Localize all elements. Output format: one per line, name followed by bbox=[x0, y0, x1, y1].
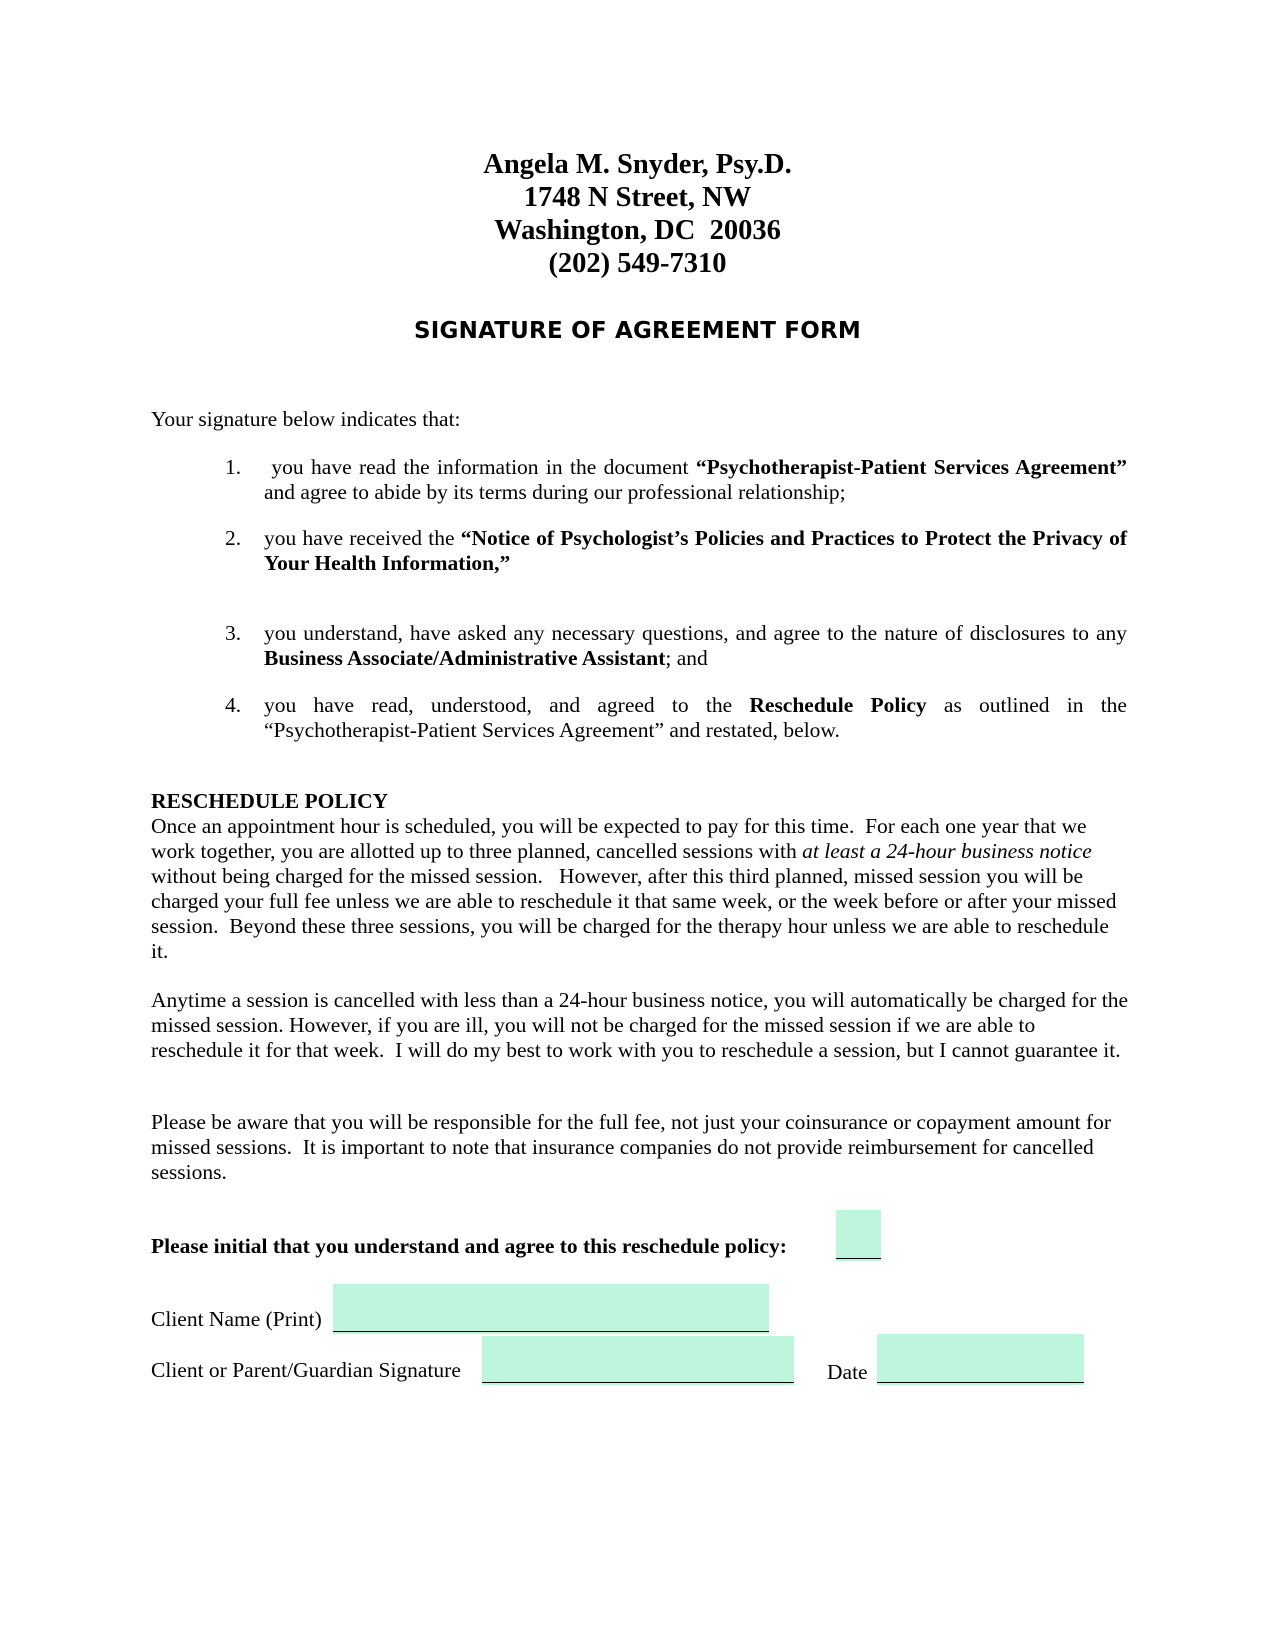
agreement-item bbox=[225, 693, 1127, 743]
item-text: you have read, understood, and agreed to the Reschedule Policy as outlined in the “Psychotherapist-Patient Services Agreement” and restated, below. bbox=[264, 693, 1127, 742]
initial-input[interactable] bbox=[836, 1210, 881, 1261]
date-label: Date bbox=[827, 1360, 868, 1384]
client-name-label: Client Name (Print) bbox=[151, 1307, 322, 1331]
practitioner-city: Washington, DC 20036 bbox=[494, 215, 781, 246]
initial-prompt: Please initial that you understand and agree to this reschedule policy: bbox=[151, 1234, 787, 1258]
policy-paragraph-1: Once an appointment hour is scheduled, you will be expected to pay for this time. For each one year that we work together, you are allotted up to three planned, cancelled sessions with at least a 24-hour business notice without being charged for the missed session. However, after this third planned, missed session you will be charged your full fee unless we are able to reschedule it that same week, or the week before or after your missed session. Beyond these three sessions, you will be charged for the therapy hour unless we are able to reschedule it. bbox=[151, 814, 1122, 963]
signature-underline bbox=[482, 1382, 794, 1383]
intro-text: Your signature below indicates that: bbox=[151, 407, 461, 431]
signature-input[interactable] bbox=[482, 1336, 794, 1385]
practitioner-name: Angela M. Snyder, Psy.D. bbox=[483, 149, 792, 180]
practitioner-street: 1748 N Street, NW bbox=[523, 182, 752, 213]
item-text: you have read the information in the document “Psychotherapist-Patient Services Agreement” and agree to abide by its terms during our professional relationship; bbox=[264, 455, 1127, 504]
item-number: 1. bbox=[225, 455, 242, 479]
agreement-item bbox=[225, 621, 1127, 671]
item-text: you have received the “Notice of Psychologist’s Policies and Practices to Protect the Privacy of Your Health Information,” bbox=[264, 526, 1127, 575]
agreement-item bbox=[225, 526, 1127, 576]
agreement-item bbox=[225, 455, 1127, 505]
practitioner-phone: (202) 549-7310 bbox=[548, 248, 727, 279]
policy-heading: RESCHEDULE POLICY bbox=[151, 789, 389, 813]
initial-underline bbox=[836, 1258, 881, 1259]
form-title: SIGNATURE OF AGREEMENT FORM bbox=[414, 318, 861, 344]
reschedule-policy bbox=[151, 789, 1131, 964]
client-name-underline bbox=[333, 1331, 769, 1332]
practitioner-header bbox=[0, 148, 1275, 280]
policy-paragraph-3: Please be aware that you will be responsible for the full fee, not just your coinsurance or copayment amount for missed sessions. It is important to note that insurance companies do not provide reimbursement for cancelled sessions. bbox=[151, 1110, 1117, 1184]
item-number: 2. bbox=[225, 526, 242, 550]
date-underline bbox=[877, 1382, 1084, 1383]
item-number: 4. bbox=[225, 693, 242, 717]
signature-label: Client or Parent/Guardian Signature bbox=[151, 1358, 461, 1382]
item-number: 3. bbox=[225, 621, 242, 645]
date-input[interactable] bbox=[877, 1334, 1084, 1385]
policy-paragraph-2: Anytime a session is cancelled with less than a 24-hour business notice, you will automatically be charged for the missed session. However, if you are ill, you will not be charged for the missed session if we are able to reschedule it for that week. I will do my best to work with you to reschedule a session, but I cannot guarantee it. bbox=[151, 988, 1134, 1062]
item-text: you understand, have asked any necessary questions, and agree to the nature of disclosures to any Business Associate/Administrative Assistant; and bbox=[264, 621, 1127, 670]
client-name-input[interactable] bbox=[333, 1284, 769, 1334]
